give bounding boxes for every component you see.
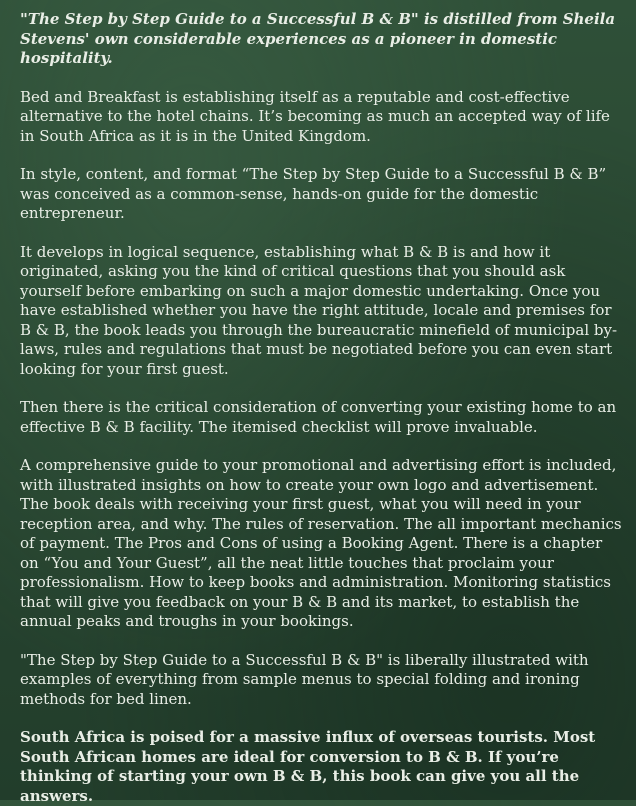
establishing-paragraph: Bed and Breakfast is establishing itself as a reputable and cost-effective alternative to the hotel chains. It’s becoming as much an accepted way of life in South Africa as it is in the United Kingdom. [20, 87, 610, 145]
closing-paragraph: South Africa is poised for a massive influx of overseas tourists. Most South African homes are ideal for conversion to B & B. If you’re thinking of starting your own B & B, this book can give you all the answers. [20, 728, 596, 805]
converting-paragraph: Then there is the critical consideration of converting your existing home to an effective B & B facility. The itemised checklist will prove invaluable. [20, 398, 617, 436]
intro-paragraph: "The Step by Step Guide to a Successful B & B" is distilled from Sheila Stevens' own considerable experiences as a pioneer in domestic hospitality. [20, 10, 616, 67]
comprehensive-paragraph: A comprehensive guide to your promotional and advertising effort is included, with illustrated insights on how to create your own logo and advertisement. The book deals with receiving your first guest, what you will need in your reception area, and why. The rules of reservation. The all important mechanics of payment. The Pros and Cons of using a Booking Agent. There is a chapter on “You and Your Guest”, all the neat little touches that proclaim your professionalism. How to keep books and administration. Monitoring statistics that will give you feedback on your B & B and its market, to establish the annual peaks and troughs in your bookings. [20, 456, 622, 630]
sequence-paragraph: It develops in logical sequence, establishing what B & B is and how it originated, asking you the kind of critical questions that you should ask yourself before embarking on such a major domestic undertaking. Once you have established whether you have the right attitude, locale and premises for B & B, the book leads you through the bureaucratic minefield of municipal by-laws, rules and regulations that must be negotiated before you can even start looking for your first guest. [20, 242, 618, 378]
style-paragraph: In style, content, and format “The Step by Step Guide to a Successful B & B” was conceived as a common-sense, hands-on guide for the domestic entrepreneur. [20, 165, 607, 222]
illustrated-paragraph: "The Step by Step Guide to a Successful B & B" is liberally illustrated with examples of everything from sample menus to special folding and ironing methods for bed linen. [20, 650, 589, 708]
